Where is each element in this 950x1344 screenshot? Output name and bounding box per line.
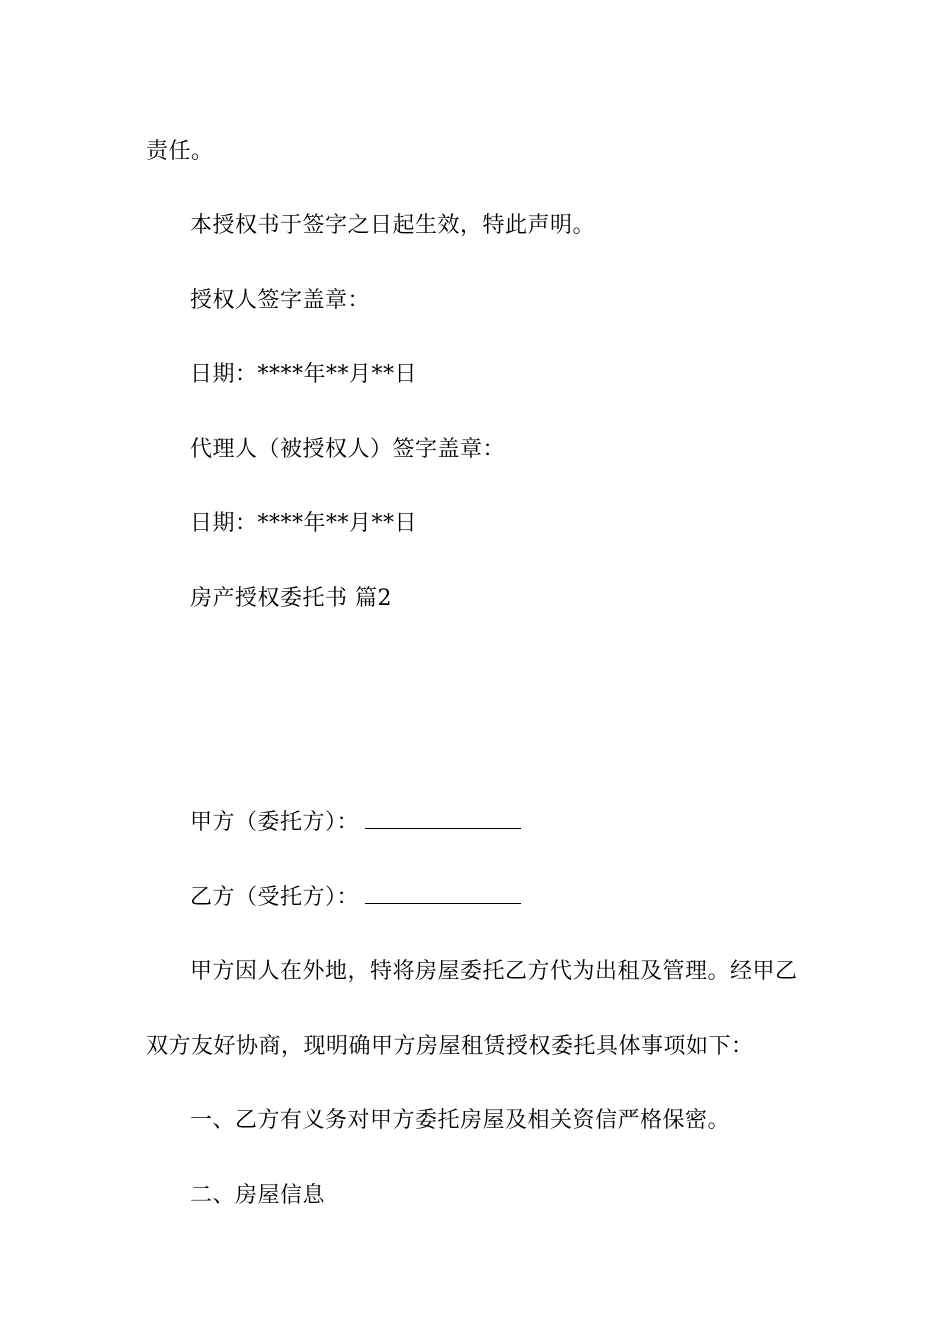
party-a-label: 甲方（委托方）：: [190, 810, 360, 835]
clause-two-heading: 二、房屋信息: [190, 1183, 326, 1208]
clause-one: 一、乙方有义务对甲方委托房屋及相关资信严格保密。: [190, 1108, 731, 1133]
party-b-line: [190, 883, 521, 913]
grantor-signature-label: 授权人签字盖章：: [190, 288, 371, 313]
body-paragraph-line-2: 双方友好协商，现明确甲方房屋租赁授权委托具体事项如下：: [146, 1034, 754, 1059]
paragraph-continuation: 责任。: [146, 139, 214, 164]
effective-statement: 本授权书于签字之日起生效，特此声明。: [190, 213, 596, 238]
party-a-blank: [365, 808, 521, 829]
agent-signature-label: 代理人（被授权人）签字盖章：: [190, 437, 506, 462]
section-title: 房产授权委托书 篇2: [190, 586, 392, 611]
party-b-label: 乙方（受托方）：: [190, 885, 360, 910]
agent-date-line: 日期：****年**月**日: [190, 511, 418, 536]
party-b-blank: [365, 883, 521, 904]
party-a-line: [190, 808, 521, 838]
body-paragraph-line-1: 甲方因人在外地，特将房屋委托乙方代为出租及管理。经甲乙: [190, 959, 798, 984]
grantor-date-line: 日期：****年**月**日: [190, 362, 418, 387]
